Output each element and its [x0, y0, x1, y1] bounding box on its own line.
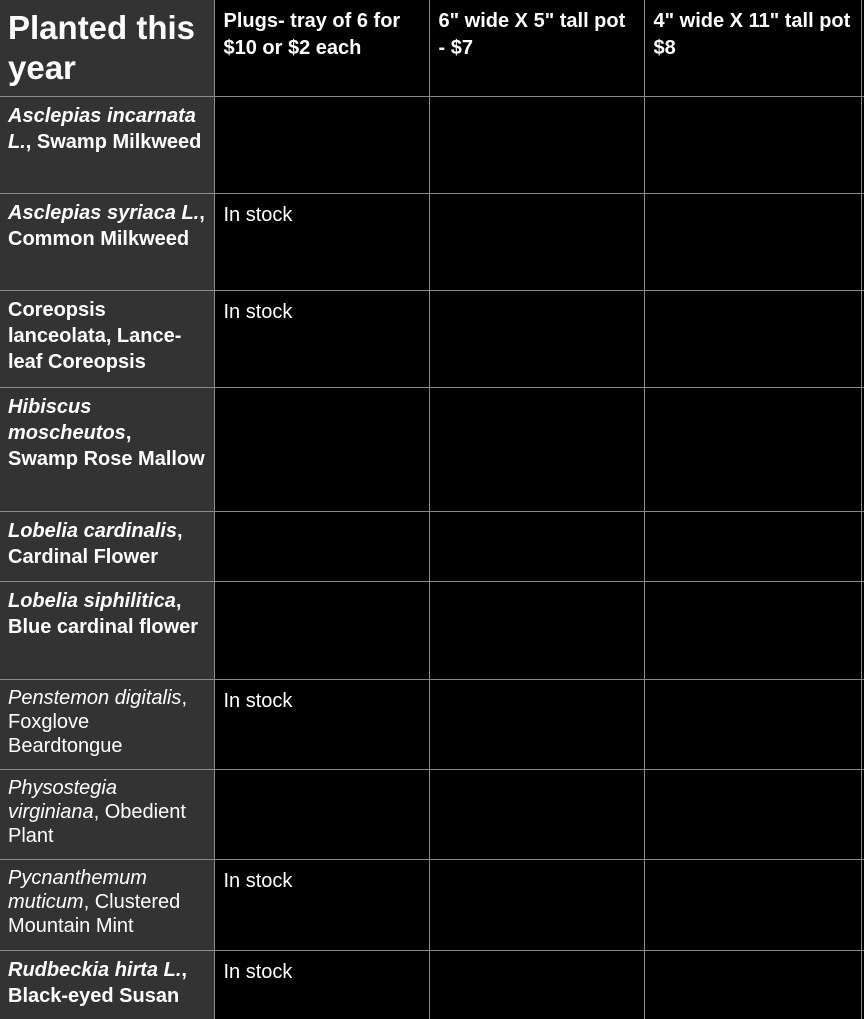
plant-name-cell — [0, 512, 214, 582]
table-row — [0, 860, 864, 951]
pot4-availability — [644, 388, 861, 512]
column-header-plugs: Plugs- tray of 6 for $10 or $2 each — [214, 0, 429, 97]
common-name: Black-eyed Susan — [8, 985, 180, 1007]
plugs-availability: In stock — [214, 860, 429, 951]
pot6-availability — [429, 770, 644, 860]
latin-name: Asclepias syriaca L. — [8, 202, 200, 224]
common-name: Blue cardinal flower — [8, 616, 199, 638]
pot6-availability — [429, 680, 644, 770]
plant-name-cell — [0, 97, 214, 194]
name-separator: , — [181, 687, 187, 709]
pot6-availability — [429, 512, 644, 582]
pot6-availability — [429, 951, 644, 1019]
name-separator: , — [125, 422, 132, 444]
table-header-row — [0, 0, 864, 97]
plant-name-cell — [0, 291, 214, 388]
common-name: Swamp Milkweed — [36, 131, 202, 153]
latin-name: Physostegia virginiana — [8, 777, 117, 823]
name-separator: , — [25, 131, 32, 153]
pot6-availability — [429, 194, 644, 291]
common-name: Common Milkweed — [8, 228, 190, 250]
plugs-availability: In stock — [214, 680, 429, 770]
table-row — [0, 97, 864, 194]
pot6-availability — [429, 291, 644, 388]
plugs-availability: In stock — [214, 194, 429, 291]
table-title: Planted this year — [0, 0, 214, 97]
plant-name-cell — [0, 770, 214, 860]
latin-name: Asclepias incarnata L. — [8, 105, 196, 153]
latin-name: Lobelia siphilitica — [8, 590, 176, 612]
pot6-availability — [429, 860, 644, 951]
plant-name-cell — [0, 860, 214, 951]
pot4-availability — [644, 951, 861, 1019]
table-row — [0, 291, 864, 388]
table-row — [0, 388, 864, 512]
table-row — [0, 951, 864, 1019]
name-separator: , — [83, 891, 90, 913]
pot4-availability — [644, 582, 861, 680]
name-separator: , — [93, 801, 100, 823]
plant-name-cell — [0, 951, 214, 1019]
plant-name-cell — [0, 582, 214, 680]
table-row — [0, 770, 864, 860]
common-name: Foxglove Beardtongue — [8, 711, 123, 757]
latin-name: Hibiscus moscheutos — [8, 396, 126, 444]
plugs-availability — [214, 388, 429, 512]
common-name: Coreopsis lanceolata, Lance-leaf Coreopsis — [8, 299, 182, 373]
pot6-availability — [429, 97, 644, 194]
latin-name: Penstemon digitalis — [8, 687, 182, 709]
pot4-availability — [644, 194, 861, 291]
table-row — [0, 512, 864, 582]
column-header-6in-pot: 6" wide X 5" tall pot - $7 — [429, 0, 644, 97]
table-row — [0, 194, 864, 291]
latin-name: Rudbeckia hirta L. — [8, 959, 182, 981]
plant-name-cell — [0, 680, 214, 770]
common-name: Swamp Rose Mallow — [8, 448, 205, 470]
plugs-availability — [214, 770, 429, 860]
common-name: Cardinal Flower — [8, 546, 159, 568]
plant-name-cell — [0, 194, 214, 291]
plugs-availability: In stock — [214, 291, 429, 388]
name-separator: , — [181, 959, 187, 981]
pot4-availability — [644, 860, 861, 951]
name-separator: , — [199, 202, 205, 224]
table-row — [0, 680, 864, 770]
pot4-availability — [644, 770, 861, 860]
latin-name: Pycnanthemum muticum — [8, 867, 147, 913]
latin-name: Lobelia cardinalis — [8, 520, 177, 542]
pot4-availability — [644, 97, 861, 194]
pot4-availability — [644, 680, 861, 770]
plant-name-cell — [0, 388, 214, 512]
pot6-availability — [429, 582, 644, 680]
name-separator: , — [176, 520, 183, 542]
plugs-availability — [214, 97, 429, 194]
plugs-availability: In stock — [214, 951, 429, 1019]
pot4-availability — [644, 512, 861, 582]
pot6-availability — [429, 388, 644, 512]
column-header-4in-pot: 4" wide X 11" tall pot $8 — [644, 0, 861, 97]
common-name: Clustered Mountain Mint — [8, 891, 181, 937]
common-name: Obedient Plant — [8, 801, 186, 847]
name-separator: , — [175, 590, 182, 612]
pot4-availability — [644, 291, 861, 388]
table-row — [0, 582, 864, 680]
plugs-availability — [214, 512, 429, 582]
plugs-availability — [214, 582, 429, 680]
